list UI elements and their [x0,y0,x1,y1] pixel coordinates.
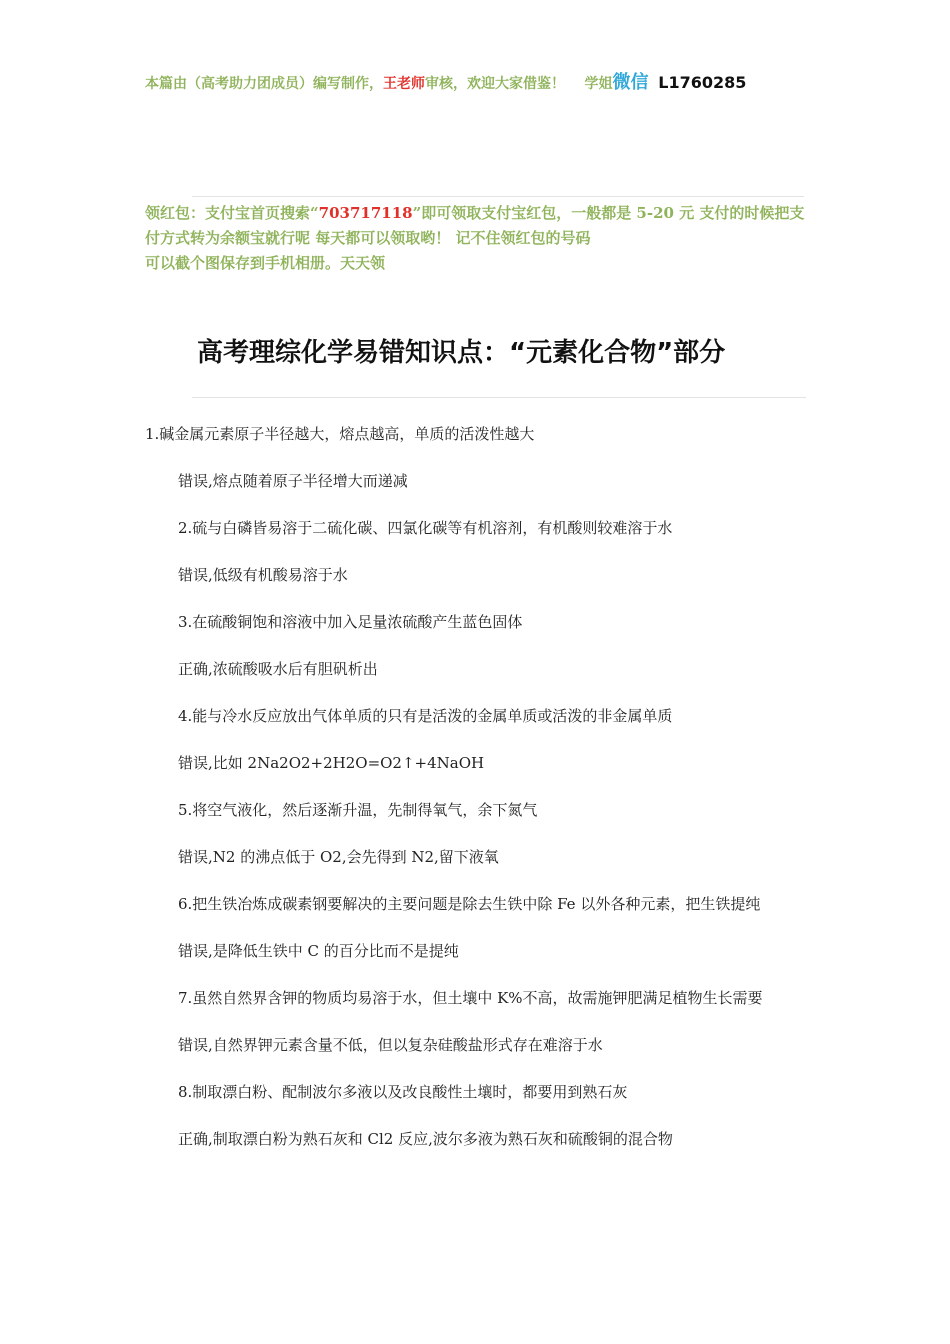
header-teacher: 王老师 [383,76,425,92]
promo-line3: 可以截个图保存到手机相册。天天领 [145,254,386,272]
paragraph: 错误,N2 的沸点低于 O2,会先得到 N2,留下液氧 [178,848,499,866]
paragraph: 7.虽然自然界含钾的物质均易溶于水，但土壤中 K%不高，故需施钾肥满足植物生长需要 [178,989,763,1007]
page-title: 高考理综化学易错知识点：“元素化合物”部分 [197,338,726,368]
paragraph: 错误,是降低生铁中 C 的百分比而不是提纯 [178,942,459,960]
promo-code: 703717118 [318,204,413,222]
paragraph: 错误,自然界钾元素含量不低，但以复杂硅酸盐形式存在难溶于水 [178,1036,603,1054]
paragraph: 错误,低级有机酸易溶于水 [178,566,348,584]
header-wechat: 微信 [612,72,649,93]
paragraph: 2.硫与白磷皆易溶于二硫化碳、四氯化碳等有机溶剂，有机酸则较难溶于水 [178,519,673,537]
paragraph: 错误,熔点随着原子半径增大而递减 [178,472,408,490]
paragraph: 3.在硫酸铜饱和溶液中加入足量浓硫酸产生蓝色固体 [178,613,523,631]
header-text-1: 本篇由（高考助力团成员）编写制作， [145,76,383,92]
paragraph: 1.碱金属元素原子半径越大，熔点越高，单质的活泼性越大 [145,425,535,443]
paragraph: 错误,比如 2Na2O2+2H2O=O2↑+4NaOH [178,754,485,772]
content-body [145,422,810,1174]
paragraph: 正确,制取漂白粉为熟石灰和 Cl2 反应,波尔多液为熟石灰和硫酸铜的混合物 [178,1130,673,1148]
promo-text-before: 领红包：支付宝首页搜索“ [145,204,319,222]
paragraph: 正确,浓硫酸吸水后有胆矾析出 [178,660,378,678]
header-text-3: 学姐 [584,76,613,92]
paragraph: 5.将空气液化，然后逐渐升温，先制得氧气，余下氮气 [178,801,538,819]
header-text-2: 审核，欢迎大家借鉴！ [425,76,565,92]
top-divider [192,196,804,197]
paragraph: 4.能与冷水反应放出气体单质的只有是活泼的金属单质或活泼的非金属单质 [178,707,673,725]
promo-text-after: ”即可领取支付宝红包，一般都是 5-20 元 支付的时候把支付方式转为余额宝就行呢 每天都可以领取哟！ 记不住领红包的号码 [145,204,805,247]
paragraph: 6.把生铁冶炼成碳素钢要解决的主要问题是除去生铁中除 Fe 以外各种元素，把生铁提纯 [178,895,761,913]
paragraph: 8.制取漂白粉、配制波尔多液以及改良酸性土壤时，都要用到熟石灰 [178,1083,628,1101]
promo-block [145,201,815,276]
header-note [145,68,746,94]
title-divider [192,397,806,398]
header-code: L1760285 [658,73,747,92]
